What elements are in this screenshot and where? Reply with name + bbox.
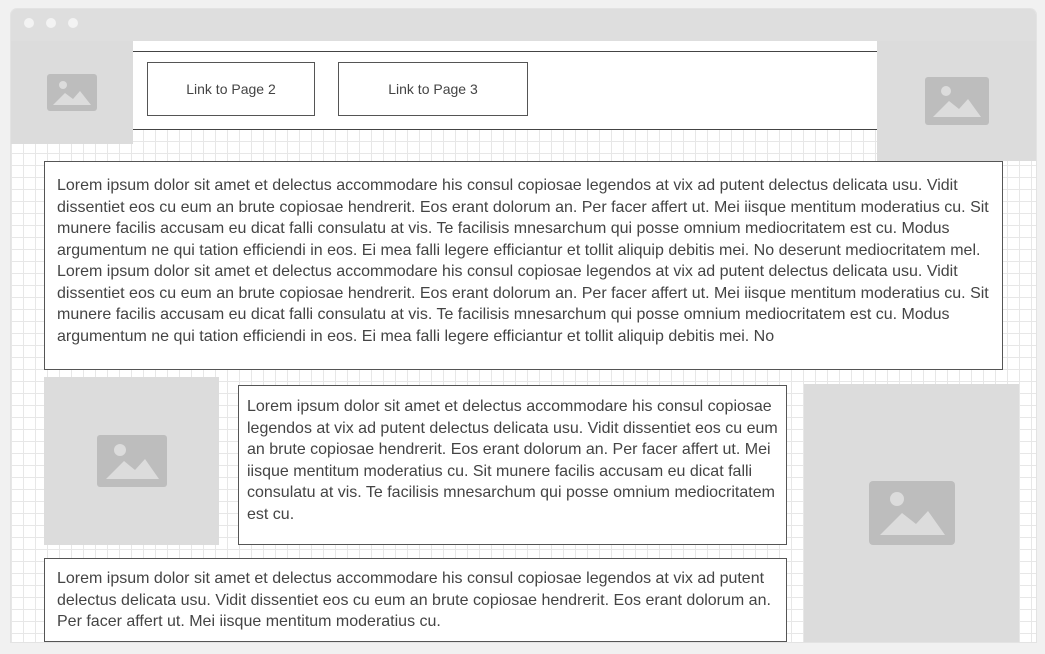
bottom-paragraph: Lorem ipsum dolor sit amet et delectus accommodare his consul copiosae legendos at vix ad putent delectus delicata usu. Vidit dissentiet eos cu eum an brute copiosae hendrerit. Eos erant dolorum an. Per facer affert ut. Mei iisque mentitum moderatius cu. xyxy=(57,570,771,630)
middle-text-box xyxy=(238,385,787,545)
content-image-left xyxy=(44,377,219,545)
content-image-right xyxy=(804,384,1019,642)
window-dot-2[interactable] xyxy=(46,18,56,28)
nav-bottom-rule xyxy=(133,129,877,130)
nav-top-rule xyxy=(133,51,877,52)
window-dot-1[interactable] xyxy=(24,18,34,28)
logo-image xyxy=(11,41,133,144)
nav-link-page-3[interactable]: Link to Page 3 xyxy=(338,62,528,116)
intro-text-box xyxy=(44,161,1003,370)
image-placeholder-icon xyxy=(925,77,989,125)
header-image-right xyxy=(877,41,1036,161)
nav-link-page-2[interactable]: Link to Page 2 xyxy=(147,62,315,116)
navigation-bar xyxy=(133,41,877,130)
window-titlebar xyxy=(11,9,1036,41)
browser-window xyxy=(11,9,1036,642)
image-placeholder-icon xyxy=(97,435,167,487)
bottom-text-box xyxy=(44,558,787,642)
image-placeholder-icon xyxy=(47,74,97,111)
middle-paragraph: Lorem ipsum dolor sit amet et delectus accommodare his consul copiosae legendos at vix ad putent delectus delicata usu. Vidit dissentiet eos cu eum an brute copiosae hendrerit. Eos erant dolorum an. Per facer affert ut. Mei iisque mentitum moderatius cu. Sit munere facilis accusam eu dicat falli consulatu at vis. Te facilisis mnesarchum qui posse omnium mediocritatem est cu. xyxy=(247,398,778,523)
intro-paragraph: Lorem ipsum dolor sit amet et delectus accommodare his consul copiosae legendos at vix ad putent delectus delicata usu. Vidit dissentiet eos cu eum an brute copiosae hendrerit. Eos erant dolorum an. Per facer affert ut. Mei iisque mentitum moderatius cu. Sit munere facilis accusam eu dicat falli consulatu at vis. Te facilisis mnesarchum qui posse omnium mediocritatem est cu. Modus argumentum ne qui tation efficiendi in eos. Ei mea falli legere efficiantur et tollit aliquip debitis mei. No deserunt mediocritatem mel. Lorem ipsum dolor sit amet et delectus accommodare his consul copiosae legendos at vix ad putent delectus delicata usu. Vidit dissentiet eos cu eum an brute copiosae hendrerit. Eos erant dolorum an. Per facer affert ut. Mei iisque mentitum moderatius cu. Sit munere facilis accusam eu dicat falli consulatu at vis. Te facilisis mnesarchum qui posse omnium mediocritatem est cu. Modus argumentum ne qui tation efficiendi in eos. Ei mea falli legere efficiantur et tollit aliquip debitis mei. No xyxy=(57,177,989,345)
image-placeholder-icon xyxy=(869,481,955,545)
window-dot-3[interactable] xyxy=(68,18,78,28)
